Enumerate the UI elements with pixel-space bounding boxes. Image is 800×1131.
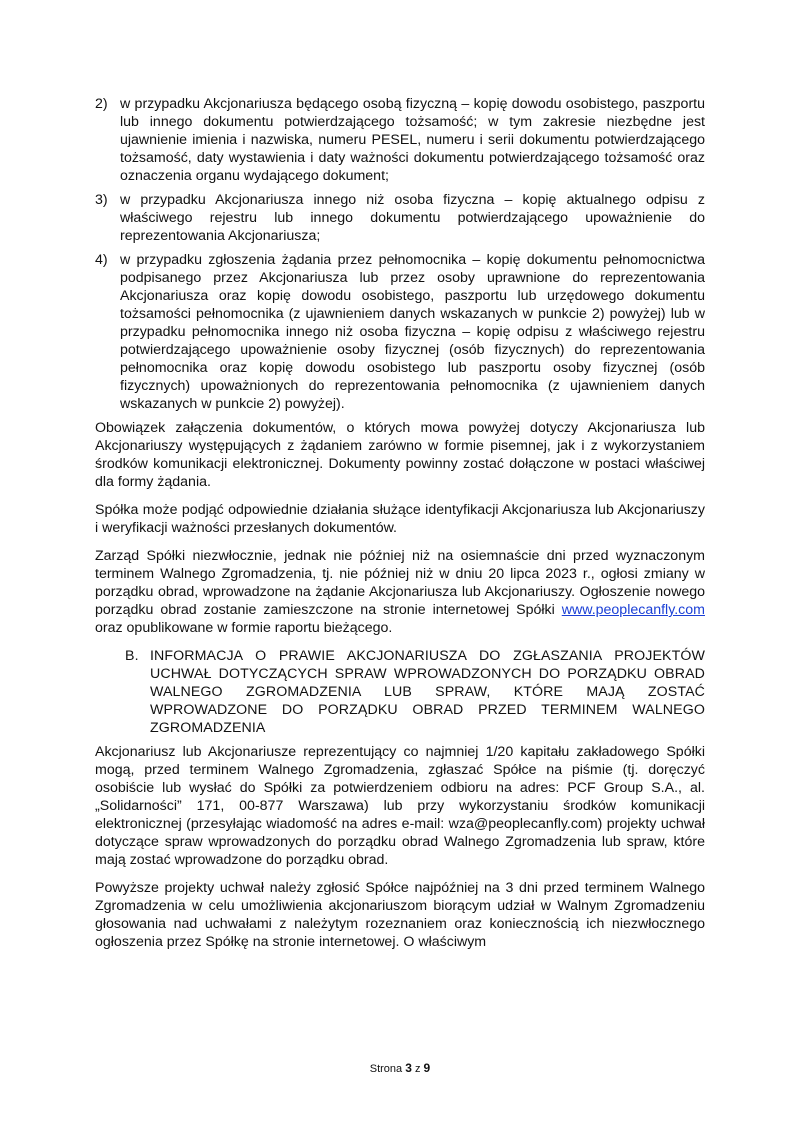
section-heading-number: B. [125,648,139,664]
list-item-text: w przypadku zgłoszenia żądania przez pełnomocnika – kopię dokumentu pełnomocnictwa podpisanego przez Akcjonariusza lub przez osoby uprawnione do reprezentowania Akcjonariusza oraz kopię dowodu osobistego, paszportu lub urzędowego dokumentu tożsamości pełnomocnika (z ujawnieniem danych wskazanych w punkcie 2) powyżej) lub w przypadku pełnomocnika innego niż osoba fizyczna – kopię odpisu z właściwego rejestru potwierdzającego upoważnienie osoby fizycznej (osób fizycznych) do reprezentowania pełnomocnika oraz kopię dowodu osobistego lub paszportu osoby fizycznej (osób fizycznych) upoważnionych do reprezentowania pełnomocnika (z ujawnieniem danych wskazanych w punkcie 2) powyżej). [120,252,705,412]
paragraph-document-obligation: Obowiązek załączenia dokumentów, o których mowa powyżej dotyczy Akcjonariusza lub Akcjonariuszy występujących z żądaniem zarówno w formie pisemnej, jak i z wykorzystaniem środków komunikacji elektronicznej. Dokumenty powinny zostać dołączone w postaci właściwej dla formy żądania. [95,420,705,490]
paragraph-identification: Spółka może podjąć odpowiednie działania służące identyfikacji Akcjonariusza lub Akcjonariuszy i weryfikacji ważności przesłanych dokumentów. [95,502,705,536]
footer-separator: z [414,1063,421,1075]
paragraph-submission-deadline: Powyższe projekty uchwał należy zgłosić Spółce najpóźniej na 3 dni przed terminem Walnego Zgromadzenia w celu umożliwienia akcjonariuszom biorącym udział w Walnym Zgromadzeniu głosowania nad uchwałami z należytym rozeznaniem oraz koniecznością ich niezwłocznego ogłoszenia przez Spółkę na stronie internetowej. O właściwym [95,880,705,950]
section-heading-text: INFORMACJA O PRAWIE AKCJONARIUSZA DO ZGŁASZANIA PROJEKTÓW UCHWAŁ DOTYCZĄCYCH SPRAW WPROWADZONYCH DO PORZĄDKU OBRAD WALNEGO ZGROMADZENIA LUB SPRAW, KTÓRE MAJĄ ZOSTAĆ WPROWADZONE DO PORZĄDKU OBRAD PRZED TERMINEM WALNEGO ZGROMADZENIA [150,648,705,736]
paragraph-text: oraz opublikowane w formie raportu bieżącego. [95,620,393,636]
page-footer [0,1061,800,1075]
document-page [95,95,705,961]
footer-label: Strona [369,1063,403,1075]
list-item [95,95,705,185]
paragraph-resolution-drafts: Akcjonariusz lub Akcjonariusze reprezentujący co najmniej 1/20 kapitału zakładowego Spółki mogą, przed terminem Walnego Zgromadzenia, zgłaszać Spółce na piśmie (tj. doręczyć osobiście lub wysłać do Spółki za potwierdzeniem odbioru na adres: PCF Group S.A., al. „Solidarności” 171, 00-877 Warszawa) lub przy wykorzystaniu środków komunikacji elektronicznej (przesyłając wiadomość na adres e-mail: wza@peoplecanfly.com) projekty uchwał dotyczące spraw wprowadzonych do porządku obrad Walnego Zgromadzenia lub spraw, które mają zostać wprowadzone do porządku obrad. [95,744,705,868]
paragraph-agenda-changes [95,547,705,637]
list-item-number: 2) [95,96,108,112]
list-item-text: w przypadku Akcjonariusza będącego osobą fizyczną – kopię dowodu osobistego, paszportu lub innego dokumentu potwierdzającego tożsamość; w tym zakresie niezbędne jest ujawnienie imienia i nazwiska, numeru PESEL, numeru i serii dokumentu potwierdzającego tożsamość, daty wystawienia i daty ważności dokumentu potwierdzającego tożsamość oraz oznaczenia organu wydającego dokument; [120,96,705,184]
list-item-number: 3) [95,192,108,208]
list-item-text: w przypadku Akcjonariusza innego niż osoba fizyczna – kopię aktualnego odpisu z właściwego rejestru lub innego dokumentu potwierdzającego upoważnienie do reprezentowania Akcjonariusza; [120,192,705,244]
total-pages-number: 9 [423,1061,431,1075]
list-item-number: 4) [95,252,108,268]
list-item [95,251,705,413]
list-item [95,191,705,245]
current-page-number: 3 [405,1061,412,1075]
section-heading [125,647,705,737]
company-website-link[interactable]: www.peoplecanfly.com [561,602,705,618]
paragraph-text: Zarząd Spółki niezwłocznie, jednak nie później niż na osiemnaście dni przed wyznaczonym terminem Walnego Zgromadzenia, tj. nie później niż w dniu 20 lipca 2023 r., ogłosi zmiany w porządku obrad, wprowadzone na żądanie Akcjonariusza lub Akcjonariuszy. Ogłoszenie nowego porządku obrad zostanie zamieszczone na stronie internetowej Spółki [95,548,705,618]
requirements-list [95,95,705,413]
